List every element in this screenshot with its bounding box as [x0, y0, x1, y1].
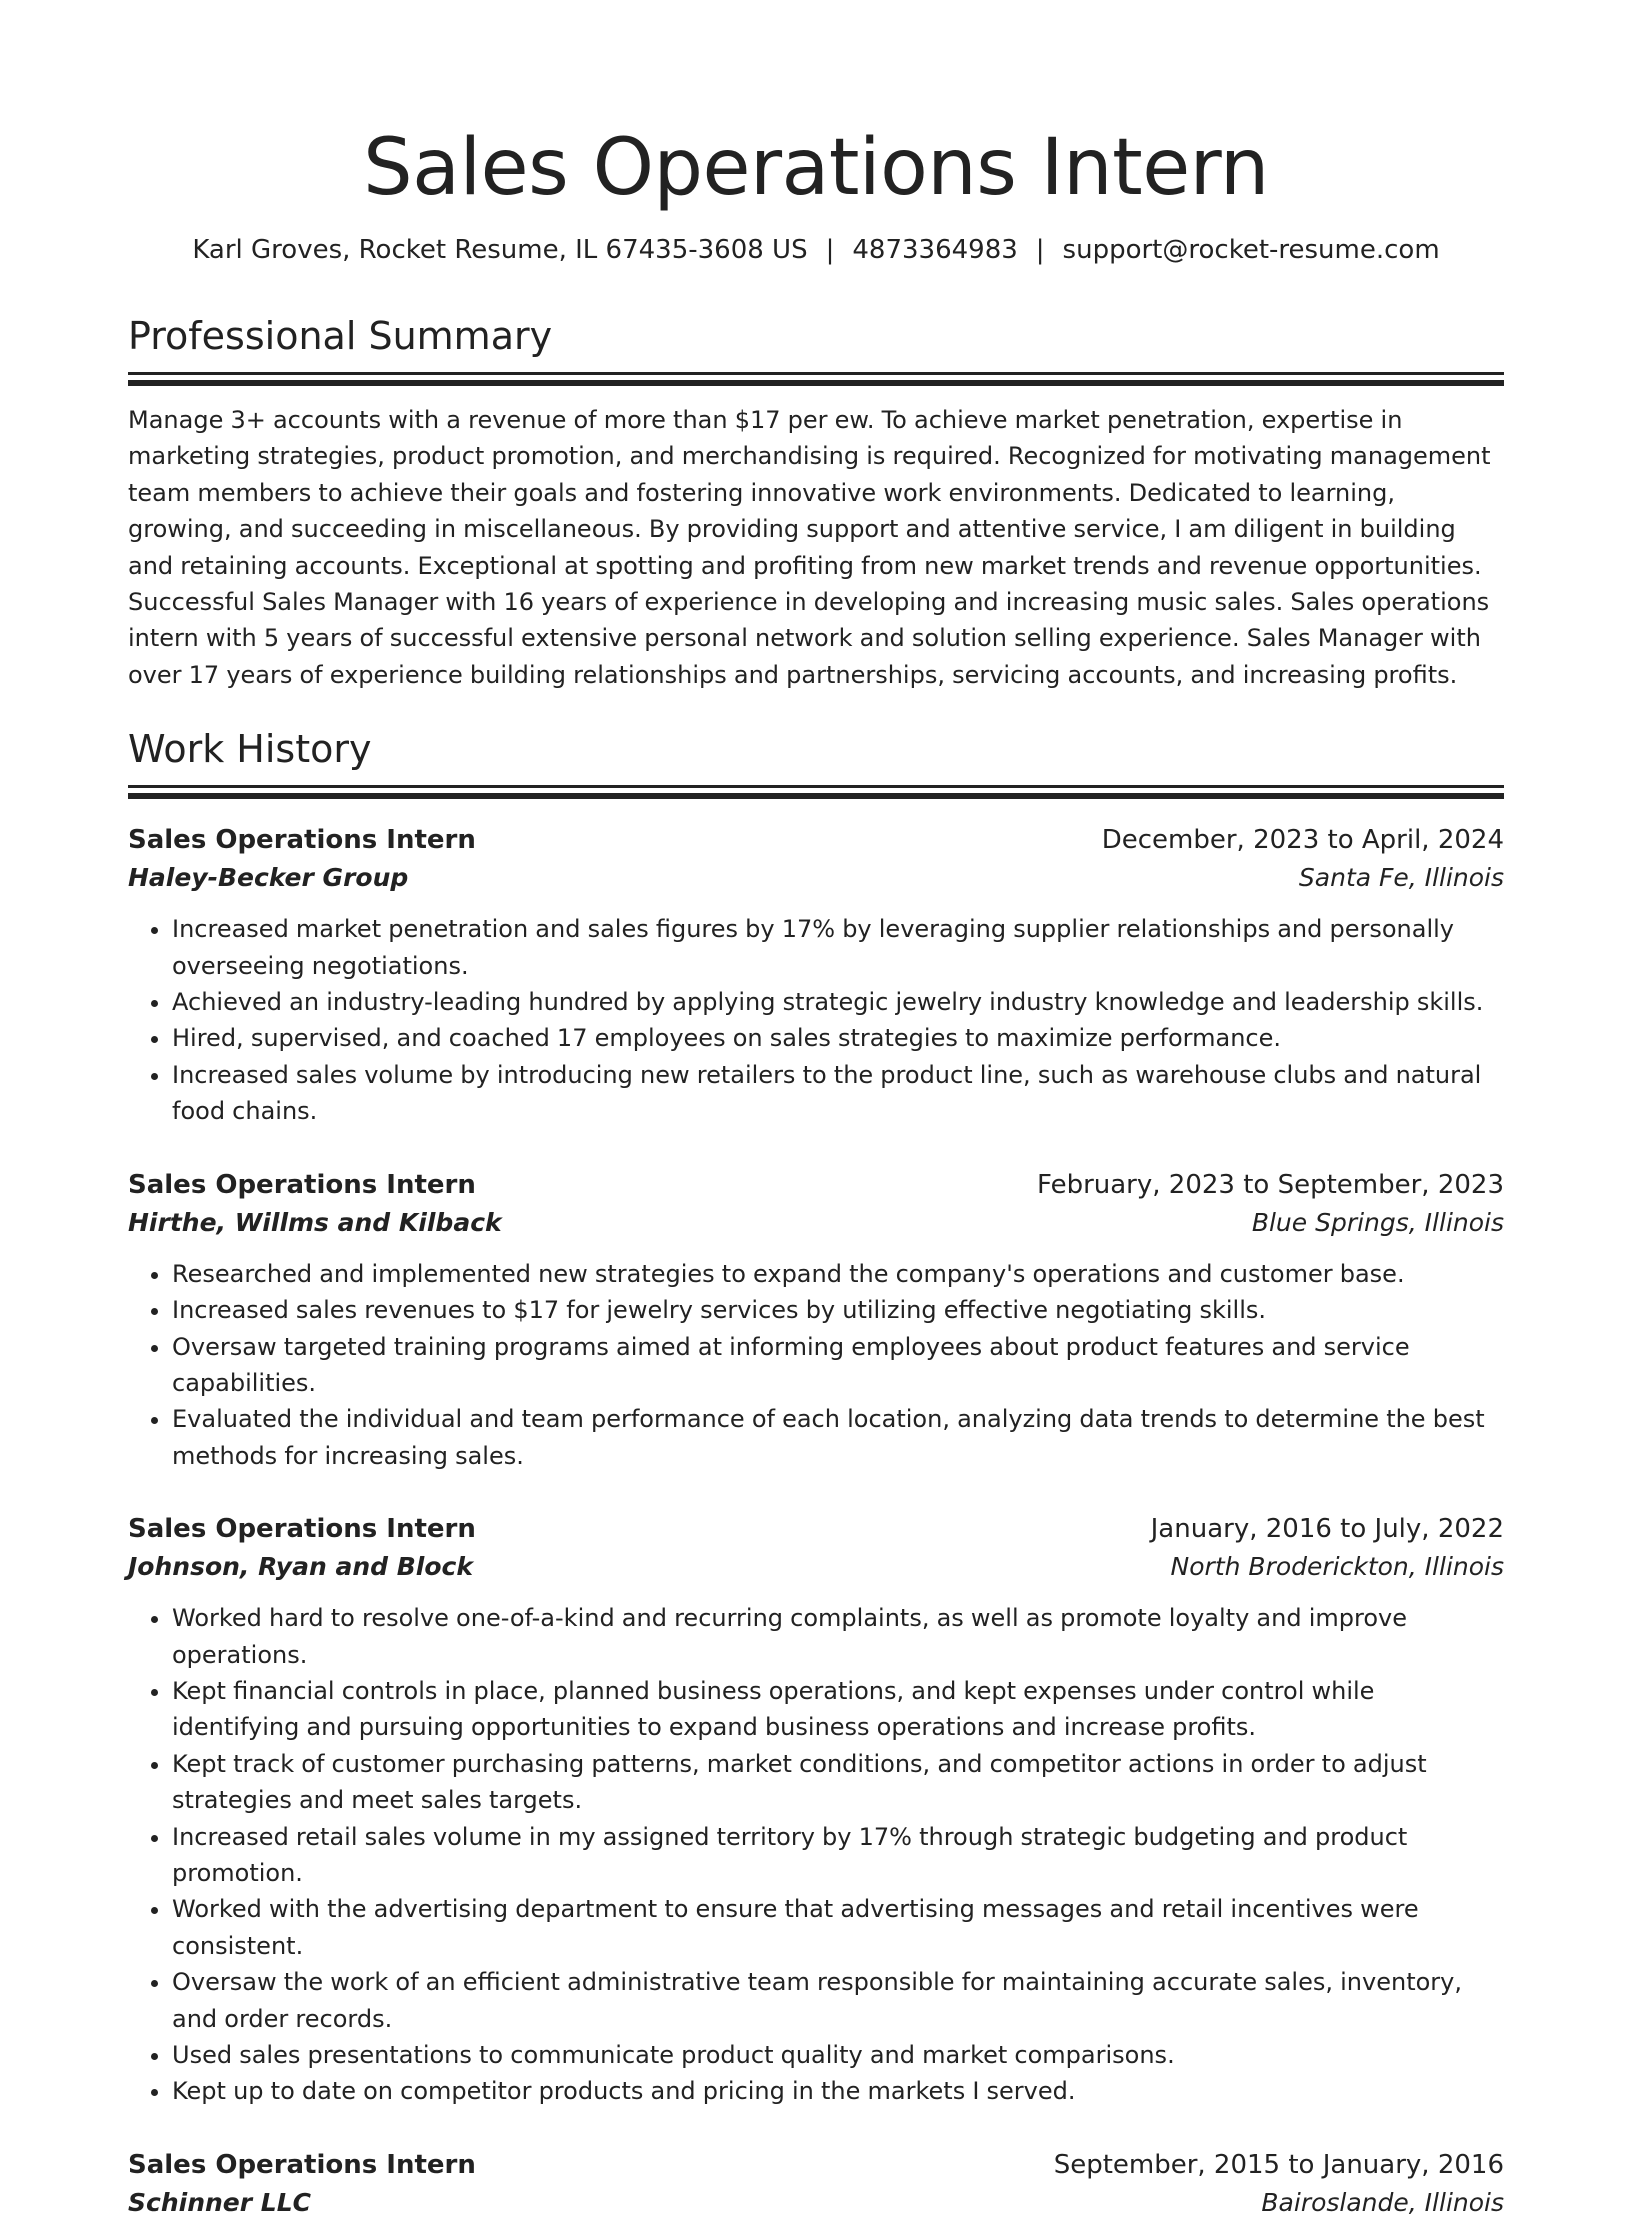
- job-bullet: • Increased sales volume by introducing new retailers to the product line, such as warehouse clubs and natural food chains.: [172, 1057, 1504, 1130]
- contact-email: support@rocket-resume.com: [1062, 235, 1440, 265]
- job-bullets: [128, 911, 1504, 1129]
- job-dates: September, 2015 to January, 2016: [1053, 2149, 1504, 2180]
- job-company: Johnson, Ryan and Block: [128, 1552, 473, 1582]
- section-heading: Work History: [128, 727, 372, 772]
- job-bullet: • Used sales presentations to communicate product quality and market comparisons.: [172, 2037, 1504, 2073]
- job-entry: [128, 1510, 1504, 2110]
- section-heading: Professional Summary: [128, 314, 553, 358]
- job-bullet: • Oversaw targeted training programs aimed at informing employees about product features and service capabilities.: [172, 1329, 1504, 1402]
- job-title: Sales Operations Intern: [128, 825, 476, 856]
- summary-text: Manage 3+ accounts with a revenue of more than $17 per ew. To achieve market penetration, expertise in marketing strategies, product promotion, and merchandising is required. Recognized for motivating management team members to achieve their goals and fostering innovative work environments. Dedicated to learning, growing, and succeeding in miscellaneous. By providing support and attentive service, I am diligent in building and retaining accounts. Exceptional at spotting and profiting from new market trends and revenue opportunities. Successful Sales Manager with 16 years of experience in developing and increasing music sales. Sales operations intern with 5 years of successful extensive personal network and solution selling experience. Sales Manager with over 17 years of experience building relationships and partnerships, servicing accounts, and increasing profits.: [128, 406, 1491, 689]
- job-dates: February, 2023 to September, 2023: [1037, 1169, 1504, 1200]
- job-bullet: • Researched and implemented new strategies to expand the company's operations and customer base.: [172, 1256, 1504, 1292]
- resume-page: [128, 0, 1504, 2222]
- contact-line: [128, 232, 1504, 268]
- job-bullet: • Hired, supervised, and coached 17 employees on sales strategies to maximize performance.: [172, 1020, 1504, 1056]
- job-bullet: • Oversaw the work of an efficient administrative team responsible for maintaining accurate sales, inventory, and order records.: [172, 1964, 1504, 2037]
- job-bullets: [128, 1256, 1504, 1474]
- section-divider: [128, 372, 1504, 375]
- job-dates: December, 2023 to April, 2024: [1101, 825, 1504, 856]
- resume-title: Sales Operations Intern: [363, 123, 1269, 213]
- job-bullet: • Increased retail sales volume in my assigned territory by 17% through strategic budgeting and product promotion.: [172, 1819, 1504, 1892]
- job-bullet: • Kept track of customer purchasing patterns, market conditions, and competitor actions in order to adjust strategies and meet sales targets.: [172, 1746, 1504, 1819]
- job-bullets: [128, 1600, 1504, 2110]
- contact-phone: 4873364983: [852, 235, 1018, 265]
- job-location: Santa Fe, Illinois: [1298, 863, 1504, 893]
- professional-summary-section: [128, 310, 1504, 693]
- contact-separator: |: [825, 235, 835, 265]
- job-title: Sales Operations Intern: [128, 2149, 476, 2180]
- job-bullet: • Achieved an industry-leading hundred by applying strategic jewelry industry knowledge and leadership skills.: [172, 984, 1504, 1020]
- contact-address: Karl Groves, Rocket Resume, IL 67435-3608 US: [192, 235, 808, 265]
- section-divider-thick: [128, 793, 1504, 799]
- section-divider: [128, 785, 1504, 788]
- job-company: Schinner LLC: [128, 2187, 311, 2217]
- contact-separator: |: [1035, 235, 1045, 265]
- job-bullet: • Evaluated the individual and team performance of each location, analyzing data trends to determine the best methods for increasing sales.: [172, 1401, 1504, 1474]
- job-company: Haley-Becker Group: [128, 863, 409, 893]
- job-bullet: • Kept up to date on competitor products and pricing in the markets I served.: [172, 2073, 1504, 2109]
- job-company: Hirthe, Willms and Kilback: [128, 1207, 502, 1237]
- job-location: Blue Springs, Illinois: [1251, 1207, 1504, 1237]
- job-bullet: • Worked with the advertising department to ensure that advertising messages and retail incentives were consistent.: [172, 1891, 1504, 1964]
- job-title: Sales Operations Intern: [128, 1514, 476, 1545]
- job-location: Bairoslande, Illinois: [1261, 2187, 1504, 2217]
- job-bullet: • Increased market penetration and sales figures by 17% by leveraging supplier relationships and personally overseeing negotiations.: [172, 911, 1504, 984]
- job-entry: [128, 821, 1504, 1129]
- section-divider-thick: [128, 380, 1504, 386]
- work-history-section: [128, 723, 1504, 2222]
- job-bullet: • Worked hard to resolve one-of-a-kind and recurring complaints, as well as promote loyalty and improve operations.: [172, 1600, 1504, 1673]
- job-entry: [128, 1166, 1504, 1474]
- job-dates: January, 2016 to July, 2022: [1150, 1514, 1504, 1545]
- job-bullet: • Increased sales revenues to $17 for jewelry services by utilizing effective negotiating skills.: [172, 1292, 1504, 1328]
- job-entry: [128, 2146, 1504, 2222]
- job-title: Sales Operations Intern: [128, 1169, 476, 1200]
- job-bullet: • Kept financial controls in place, planned business operations, and kept expenses under control while identifying and pursuing opportunities to expand business operations and increase profits.: [172, 1673, 1504, 1746]
- job-location: North Broderickton, Illinois: [1170, 1552, 1504, 1582]
